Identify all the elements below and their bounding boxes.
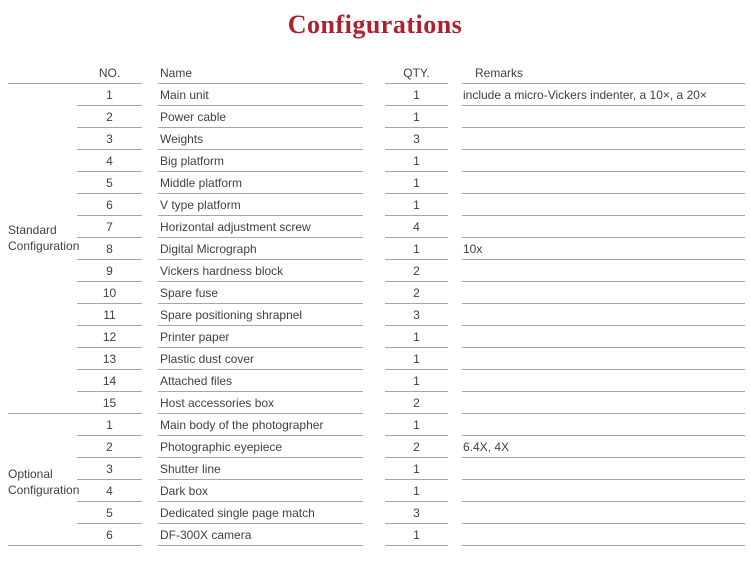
spacer <box>363 370 385 392</box>
cell-remarks <box>462 216 745 238</box>
spacer <box>142 62 158 84</box>
cell-qty: 3 <box>385 502 448 524</box>
col-header-no: NO. <box>77 62 142 84</box>
spacer <box>363 216 385 238</box>
spacer <box>363 502 385 524</box>
cell-name: DF-300X camera <box>158 524 363 546</box>
spacer <box>448 458 462 480</box>
cell-no: 12 <box>77 326 142 348</box>
spacer <box>448 392 462 414</box>
cell-label <box>8 370 77 392</box>
spacer <box>142 348 158 370</box>
cell-remarks <box>462 326 745 348</box>
spacer <box>448 282 462 304</box>
cell-name: Vickers hardness block <box>158 260 363 282</box>
cell-no: 6 <box>77 194 142 216</box>
cell-label <box>8 304 77 326</box>
cell-label <box>8 392 77 414</box>
cell-no: 1 <box>77 414 142 436</box>
spacer <box>448 502 462 524</box>
spacer <box>142 194 158 216</box>
cell-name: Printer paper <box>158 326 363 348</box>
cell-no: 4 <box>77 150 142 172</box>
cell-qty: 2 <box>385 436 448 458</box>
cell-label <box>8 84 77 106</box>
spacer <box>142 172 158 194</box>
spacer <box>363 414 385 436</box>
spacer <box>448 260 462 282</box>
spacer <box>448 524 462 546</box>
cell-no: 3 <box>77 128 142 150</box>
spacer <box>142 436 158 458</box>
cell-remarks <box>462 282 745 304</box>
cell-label <box>8 436 77 458</box>
spacer <box>142 106 158 128</box>
col-header-remarks: Remarks <box>462 62 745 84</box>
cell-remarks <box>462 304 745 326</box>
spacer <box>448 150 462 172</box>
spacer <box>363 326 385 348</box>
spacer <box>142 282 158 304</box>
spacer <box>448 304 462 326</box>
table-grid <box>8 62 745 546</box>
spacer <box>448 128 462 150</box>
cell-no: 10 <box>77 282 142 304</box>
cell-no: 2 <box>77 106 142 128</box>
spacer <box>448 194 462 216</box>
cell-qty: 1 <box>385 150 448 172</box>
cell-remarks: 6.4X, 4X <box>462 436 745 458</box>
spacer <box>448 172 462 194</box>
cell-label <box>8 524 77 546</box>
cell-remarks: include a micro-Vickers indenter, a 10×, a 20× <box>462 84 745 106</box>
section-label-standard: Standard Configuration <box>8 223 80 253</box>
cell-name: Shutter line <box>158 458 363 480</box>
cell-name: Plastic dust cover <box>158 348 363 370</box>
cell-remarks <box>462 128 745 150</box>
cell-qty: 3 <box>385 304 448 326</box>
cell-qty: 1 <box>385 524 448 546</box>
spacer <box>142 216 158 238</box>
cell-name: Dedicated single page match <box>158 502 363 524</box>
cell-label <box>8 260 77 282</box>
cell-name: Power cable <box>158 106 363 128</box>
col-header-qty: QTY. <box>385 62 448 84</box>
cell-no: 14 <box>77 370 142 392</box>
cell-name: V type platform <box>158 194 363 216</box>
cell-remarks <box>462 480 745 502</box>
cell-label <box>8 502 77 524</box>
cell-label <box>8 172 77 194</box>
spacer <box>448 62 462 84</box>
cell-remarks <box>462 502 745 524</box>
spacer <box>142 150 158 172</box>
cell-qty: 1 <box>385 194 448 216</box>
cell-qty: 1 <box>385 172 448 194</box>
cell-name: Main body of the photographer <box>158 414 363 436</box>
cell-label <box>8 348 77 370</box>
spacer <box>363 480 385 502</box>
cell-remarks <box>462 370 745 392</box>
cell-name: Weights <box>158 128 363 150</box>
spacer <box>363 172 385 194</box>
spacer <box>363 304 385 326</box>
spacer <box>363 260 385 282</box>
spacer <box>448 238 462 260</box>
col-header-name: Name <box>158 62 363 84</box>
cell-qty: 2 <box>385 260 448 282</box>
cell-remarks <box>462 150 745 172</box>
cell-no: 13 <box>77 348 142 370</box>
cell-qty: 2 <box>385 282 448 304</box>
cell-label <box>8 128 77 150</box>
cell-no: 7 <box>77 216 142 238</box>
cell-remarks <box>462 172 745 194</box>
cell-qty: 1 <box>385 326 448 348</box>
cell-label <box>8 106 77 128</box>
cell-name: Spare fuse <box>158 282 363 304</box>
spacer <box>363 458 385 480</box>
cell-name: Middle platform <box>158 172 363 194</box>
spacer <box>363 150 385 172</box>
spacer <box>142 128 158 150</box>
cell-label <box>8 414 77 436</box>
cell-name: Horizontal adjustment screw <box>158 216 363 238</box>
spacer <box>448 348 462 370</box>
cell-no: 1 <box>77 84 142 106</box>
cell-name: Dark box <box>158 480 363 502</box>
spacer <box>448 326 462 348</box>
spacer <box>142 260 158 282</box>
spacer <box>142 84 158 106</box>
cell-qty: 1 <box>385 458 448 480</box>
spacer <box>363 238 385 260</box>
cell-no: 9 <box>77 260 142 282</box>
cell-no: 3 <box>77 458 142 480</box>
spacer <box>363 128 385 150</box>
spacer <box>448 414 462 436</box>
section-label-optional: Optional Configuration <box>8 467 80 497</box>
cell-label-header <box>8 62 77 84</box>
cell-name: Attached files <box>158 370 363 392</box>
spacer <box>448 370 462 392</box>
cell-name: Big platform <box>158 150 363 172</box>
cell-remarks <box>462 260 745 282</box>
cell-remarks <box>462 524 745 546</box>
spacer <box>142 502 158 524</box>
spacer <box>142 414 158 436</box>
spacer <box>448 480 462 502</box>
spacer <box>363 194 385 216</box>
cell-qty: 2 <box>385 392 448 414</box>
spacer <box>363 436 385 458</box>
cell-remarks <box>462 106 745 128</box>
configurations-table <box>8 62 745 546</box>
spacer <box>448 216 462 238</box>
cell-qty: 1 <box>385 348 448 370</box>
spacer <box>363 106 385 128</box>
cell-label <box>8 326 77 348</box>
cell-no: 5 <box>77 172 142 194</box>
cell-no: 11 <box>77 304 142 326</box>
cell-qty: 1 <box>385 370 448 392</box>
cell-qty: 4 <box>385 216 448 238</box>
spacer <box>448 106 462 128</box>
cell-name: Spare positioning shrapnel <box>158 304 363 326</box>
cell-name: Main unit <box>158 84 363 106</box>
cell-label <box>8 150 77 172</box>
cell-qty: 1 <box>385 84 448 106</box>
spacer <box>363 84 385 106</box>
cell-remarks <box>462 392 745 414</box>
cell-qty: 1 <box>385 480 448 502</box>
spacer <box>142 370 158 392</box>
cell-label <box>8 194 77 216</box>
cell-no: 5 <box>77 502 142 524</box>
cell-no: 8 <box>77 238 142 260</box>
spacer <box>448 84 462 106</box>
spacer <box>363 62 385 84</box>
spacer <box>142 480 158 502</box>
spacer <box>142 458 158 480</box>
cell-no: 2 <box>77 436 142 458</box>
spacer <box>142 524 158 546</box>
spacer <box>363 524 385 546</box>
spacer <box>142 304 158 326</box>
spacer <box>142 392 158 414</box>
cell-remarks <box>462 414 745 436</box>
cell-remarks: 10x <box>462 238 745 260</box>
cell-name: Host accessories box <box>158 392 363 414</box>
cell-qty: 1 <box>385 238 448 260</box>
cell-no: 6 <box>77 524 142 546</box>
cell-qty: 1 <box>385 414 448 436</box>
cell-qty: 3 <box>385 128 448 150</box>
cell-no: 4 <box>77 480 142 502</box>
spacer <box>363 392 385 414</box>
cell-remarks <box>462 348 745 370</box>
cell-remarks <box>462 458 745 480</box>
spacer <box>142 326 158 348</box>
spacer <box>142 238 158 260</box>
cell-qty: 1 <box>385 106 448 128</box>
cell-label <box>8 282 77 304</box>
cell-no: 15 <box>77 392 142 414</box>
spacer <box>363 348 385 370</box>
cell-name: Digital Micrograph <box>158 238 363 260</box>
cell-name: Photographic eyepiece <box>158 436 363 458</box>
spacer <box>448 436 462 458</box>
page-title: Configurations <box>287 10 463 39</box>
spacer <box>363 282 385 304</box>
cell-remarks <box>462 194 745 216</box>
